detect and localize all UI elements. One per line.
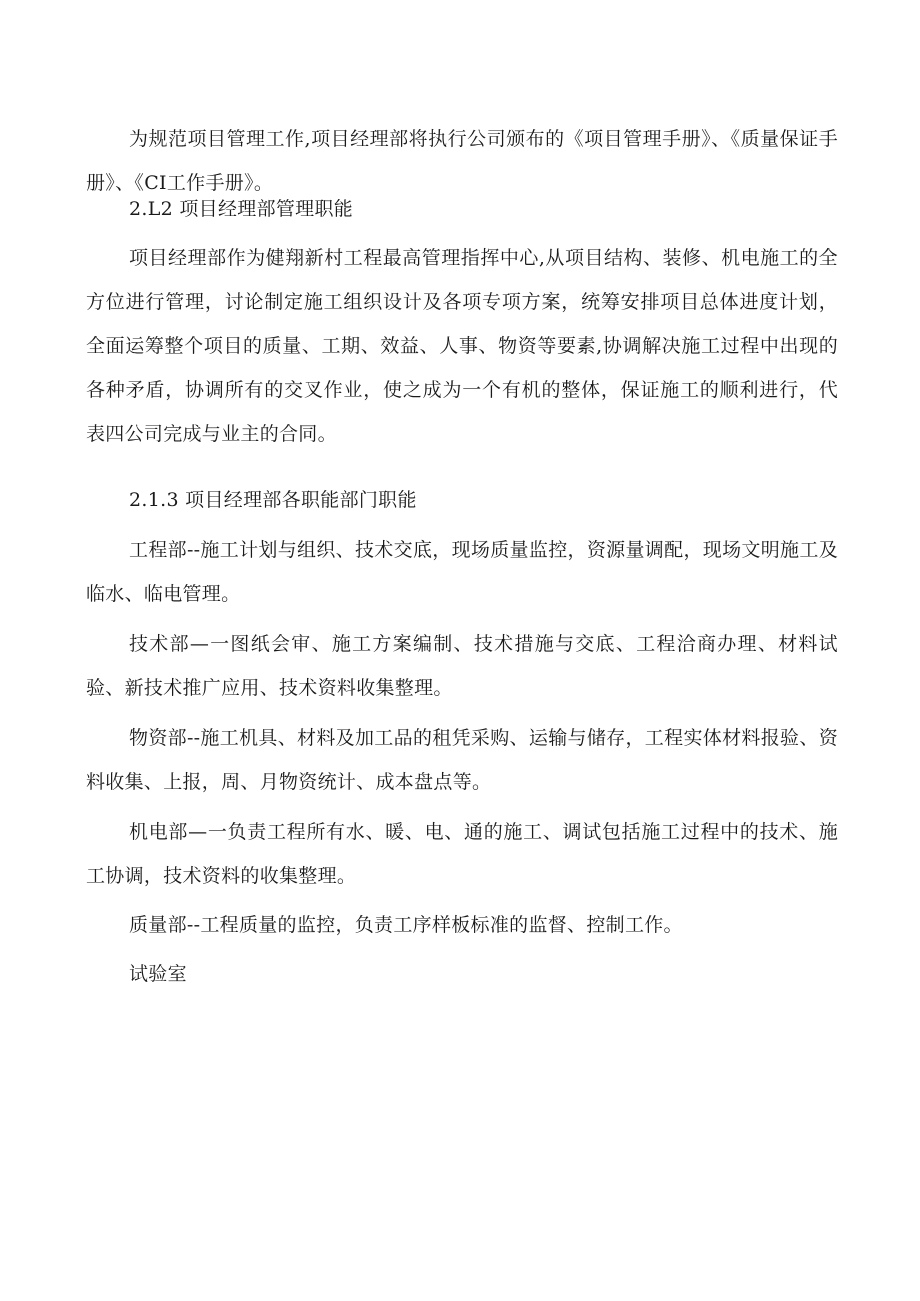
management-functions-paragraph: 项目经理部作为健翔新村工程最高管理指挥中心,从项目结构、装修、机电施工的全方位进行管理，讨论制定施工组织设计及各项专项方案，统筹安排项目总体进度计划，全面运筹整个项目的质量、工期、效益、人事、物资等要素,协调解决施工过程中出现的各种矛盾，协调所有的交叉作业，使之成为一个有机的整体，保证施工的顺利进行，代表四公司完成与业主的合同。	[86, 247, 838, 445]
mep-dept-paragraph: 机电部—一负责工程所有水、暖、电、通的施工、调试包括施工过程中的技术、施工协调，技术资料的收集整理。	[86, 821, 838, 887]
engineering-dept-paragraph: 工程部--施工计划与组织、技术交底，现场质量监控，资源量调配，现场文明施工及临水、临电管理。	[86, 539, 838, 605]
technical-dept-paragraph: 技术部—一图纸会审、施工方案编制、技术措施与交底、工程洽商办理、材料试验、新技术推广应用、技术资料收集整理。	[86, 633, 838, 699]
quality-dept-paragraph: 质量部--工程质量的监控，负责工序样板标准的监督、控制工作。	[129, 914, 683, 936]
intro-paragraph: 为规范项目管理工作,项目经理部将执行公司颁布的《项目管理手册》、《质量保证手册》、《CI工作手册》。	[86, 128, 838, 194]
materials-dept-paragraph: 物资部--施工机具、材料及加工品的租凭采购、运输与储存，工程实体材料报验、资料收集、上报，周、月物资统计、成本盘点等。	[86, 727, 838, 793]
section-heading-2-1-3: 2.1.3 项目经理部各职能部门职能	[129, 489, 417, 511]
lab-paragraph: 试验室	[129, 963, 187, 985]
section-heading-2-1-2: 2.L2 项目经理部管理职能	[129, 198, 354, 220]
